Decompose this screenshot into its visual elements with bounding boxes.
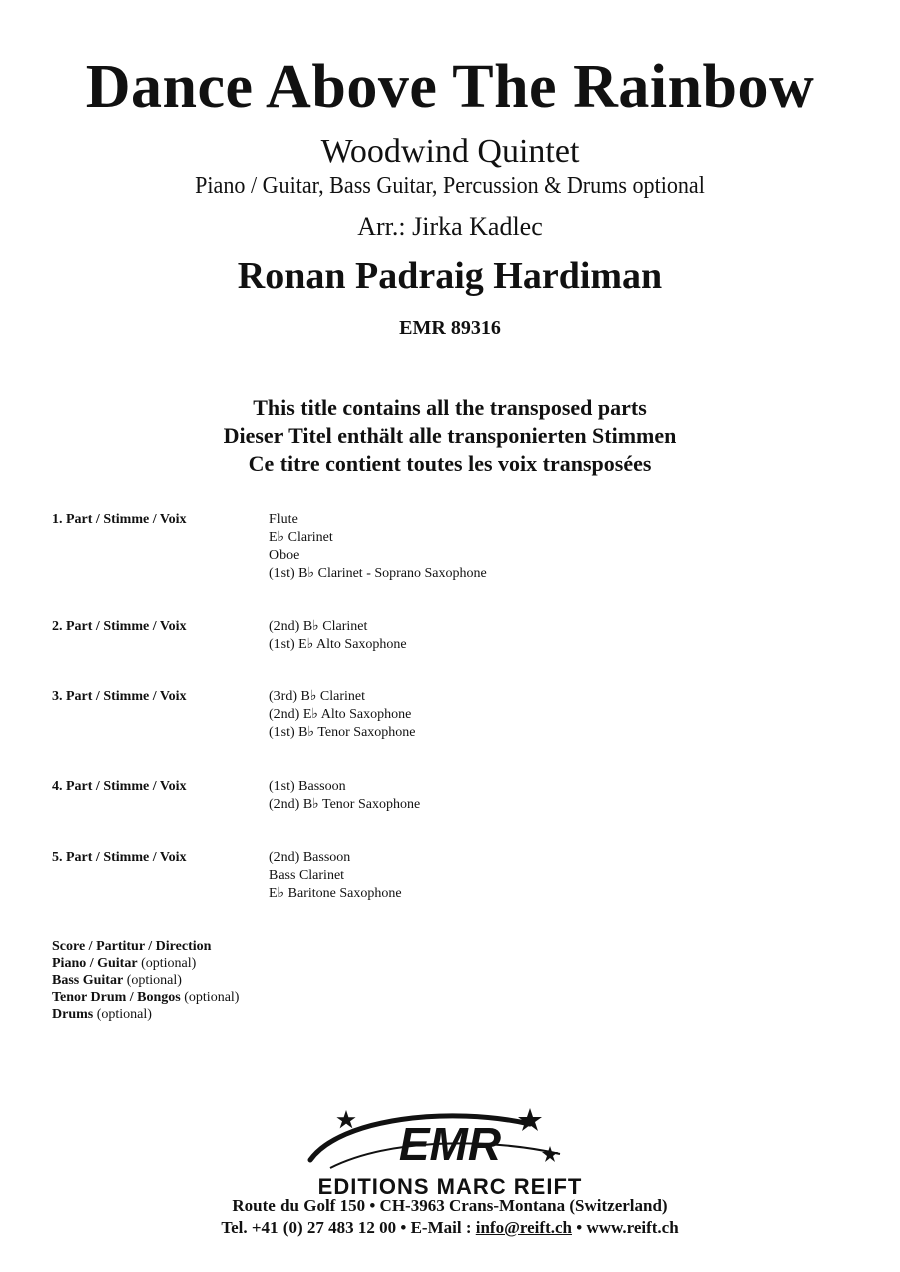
instrument-item: (2nd) Bassoon <box>269 850 351 865</box>
extra-item: Tenor Drum / Bongos (optional) <box>52 990 240 1005</box>
transposed-parts-notice <box>0 394 900 478</box>
email-label: E-Mail : <box>410 1218 472 1237</box>
instrument-item: (1st) E♭ Alto Saxophone <box>269 637 407 652</box>
instrument-item: (1st) Bassoon <box>269 779 346 794</box>
publisher-address: Route du Golf 150 • CH-3963 Crans-Montana (Switzerland) <box>232 1196 668 1215</box>
part-instruments <box>269 618 407 654</box>
part-label: 4. Part / Stimme / Voix <box>52 779 187 794</box>
optional-instrumentation: Piano / Guitar, Bass Guitar, Percussion & Drums optional <box>195 173 705 199</box>
part-label: 5. Part / Stimme / Voix <box>52 850 187 865</box>
piece-title: Dance Above The Rainbow <box>85 53 815 121</box>
additional-parts-list <box>52 938 239 1023</box>
instrument-item: (2nd) B♭ Tenor Saxophone <box>269 797 421 812</box>
notice-french: Ce titre contient toutes les voix transposées <box>248 451 652 476</box>
instrument-item: Flute <box>269 512 298 527</box>
phone-number: Tel. +41 (0) 27 483 12 00 <box>221 1218 397 1237</box>
composer-name: Ronan Padraig Hardiman <box>237 255 663 297</box>
website-link[interactable]: www.reift.ch <box>586 1218 679 1237</box>
extra-item: Piano / Guitar (optional) <box>52 956 197 971</box>
instrument-item: (1st) B♭ Tenor Saxophone <box>269 725 416 740</box>
extra-item: Bass Guitar (optional) <box>52 973 182 988</box>
instrument-item: (2nd) E♭ Alto Saxophone <box>269 707 412 722</box>
instrument-item: (2nd) B♭ Clarinet <box>269 619 368 634</box>
extra-item: Drums (optional) <box>52 1007 152 1022</box>
part-label: 2. Part / Stimme / Voix <box>52 619 187 634</box>
arranger-credit: Arr.: Jirka Kadlec <box>357 212 543 241</box>
instrument-item: (1st) B♭ Clarinet - Soprano Saxophone <box>269 566 487 581</box>
notice-english: This title contains all the transposed parts <box>253 395 647 420</box>
instrument-item: Bass Clarinet <box>269 868 345 883</box>
email-link[interactable]: info@reift.ch <box>475 1218 572 1237</box>
logo-publisher-name: EDITIONS MARC REIFT <box>317 1174 583 1198</box>
part-instruments <box>269 511 487 583</box>
ensemble-subtitle: Woodwind Quintet <box>320 133 580 170</box>
part-label: 3. Part / Stimme / Voix <box>52 689 187 704</box>
publisher-logo <box>300 1108 600 1198</box>
logo-emr-text: EMR <box>398 1118 502 1170</box>
instrument-item: (3rd) B♭ Clarinet <box>269 689 366 704</box>
instrument-item: Oboe <box>269 548 300 563</box>
part-instruments <box>269 688 416 742</box>
instrument-item: E♭ Baritone Saxophone <box>269 886 402 901</box>
part-label: 1. Part / Stimme / Voix <box>52 512 187 527</box>
catalog-number: EMR 89316 <box>399 317 501 339</box>
part-instruments <box>269 849 402 903</box>
part-instruments <box>269 778 420 814</box>
instrument-item: E♭ Clarinet <box>269 530 333 545</box>
publisher-contact: Tel. +41 (0) 27 483 12 00 • E-Mail : info@reift.ch • www.reift.ch <box>221 1218 679 1237</box>
extra-item: Score / Partitur / Direction <box>52 939 212 954</box>
notice-german: Dieser Titel enthält alle transponierten Stimmen <box>223 423 677 448</box>
